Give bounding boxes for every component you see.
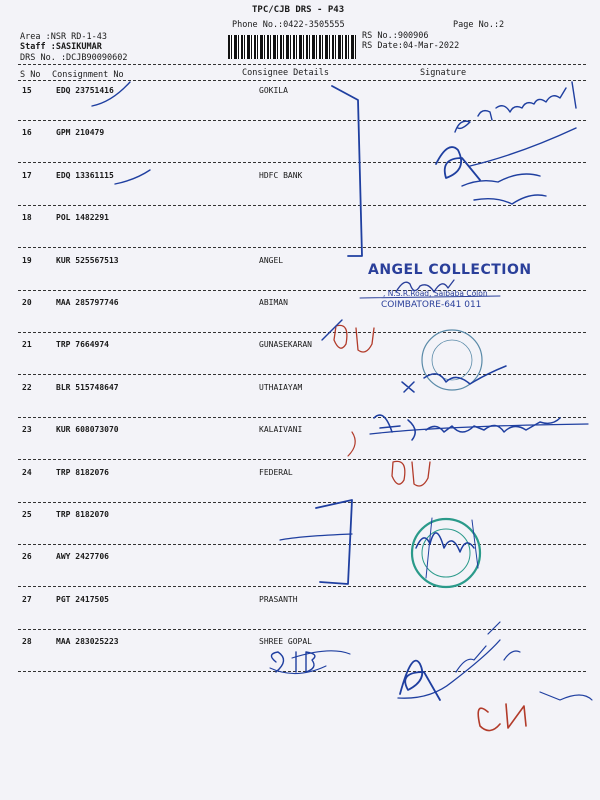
row-consignee: UTHAIAYAM [259,383,303,392]
row-sno: 26 [22,552,32,561]
row-sno: 17 [22,171,32,180]
row-sno: 28 [22,637,32,646]
row-sno: 25 [22,510,32,519]
row-sno: 21 [22,340,32,349]
row-consignee: PRASANTH [259,595,298,604]
row-sno: 15 [22,86,32,95]
row-consignment-no: TRP 8182076 [56,468,109,477]
row-consignment-no: KUR 608073070 [56,425,119,434]
col-consignee: Consignee Details [242,68,329,78]
row-consignment-no: KUR 525567513 [56,256,119,265]
row-consignment-no: TRP 7664974 [56,340,109,349]
row-consignment-no: POL 1482291 [56,213,109,222]
row-consignment-no: TRP 8182070 [56,510,109,519]
staff-name: Staff :SASIKUMAR [20,42,102,52]
document-title: TPC/CJB DRS - P43 [252,5,345,15]
row-consignment-no: BLR 515748647 [56,383,119,392]
row-sno: 22 [22,383,32,392]
row-consignment-no: GPM 210479 [56,128,105,137]
row-sno: 23 [22,425,32,434]
stamp-address: , N.S.R.Road, Saibaba Colon [383,289,488,298]
row-sno: 24 [22,468,32,477]
row-consignee: KALAIVANI [259,425,303,434]
row-sno: 19 [22,256,32,265]
row-consignee: FEDERAL [259,468,293,477]
area-code: Area :NSR RD-1-43 [20,32,107,42]
col-sno: S No [20,70,41,80]
stamp-city: COIMBATORE-641 011 [381,300,482,310]
row-sno: 20 [22,298,32,307]
row-consignment-no: MAA 285797746 [56,298,119,307]
stamp-name: ANGEL COLLECTION [368,262,532,278]
row-sno: 18 [22,213,32,222]
drs-number: DRS No. :DCJB90090602 [20,53,128,63]
rs-date: RS Date:04-Mar-2022 [362,41,460,51]
col-signature: Signature [420,68,467,78]
row-sno: 16 [22,128,32,137]
phone-number: Phone No.:0422-3505555 [232,20,345,30]
row-consignee: ABIMAN [259,298,288,307]
page-number: Page No.:2 [453,20,505,30]
row-consignee: GOKILA [259,86,288,95]
row-consignment-no: PGT 2417505 [56,595,109,604]
row-consignee: HDFC BANK [259,171,303,180]
row-consignment-no: AWY 2427706 [56,552,109,561]
row-consignee: SHREE GOPAL [259,637,312,646]
row-sno: 27 [22,595,32,604]
row-consignee: GUNASEKARAN [259,340,312,349]
row-consignment-no: EDQ 13361115 [56,171,114,180]
row-consignee: ANGEL [259,256,284,265]
row-consignment-no: EDQ 23751416 [56,86,114,95]
rs-number: RS No.:900906 [362,31,429,41]
col-consignment: Consignment No [52,70,124,80]
row-consignment-no: MAA 283025223 [56,637,119,646]
